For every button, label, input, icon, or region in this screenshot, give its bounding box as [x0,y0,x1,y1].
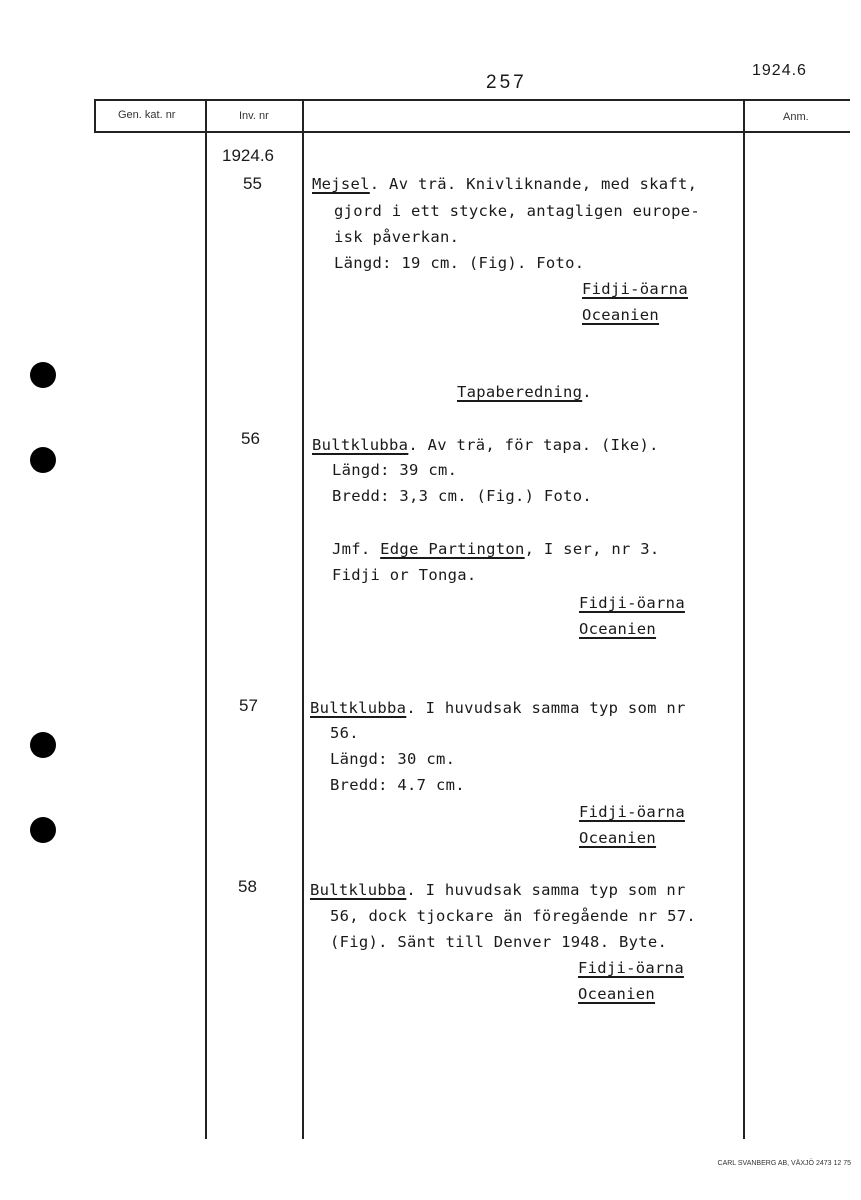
description-line: Längd: 19 cm. (Fig). Foto. [334,254,585,272]
object-name: Bultklubba [310,699,407,717]
place-region: Oceanien [579,829,657,847]
description-line: isk påverkan. [334,228,460,246]
description-line: Bredd: 4.7 cm. [330,776,465,794]
column-header-anm: Anm. [783,111,809,123]
reference-prefix: Jmf. [332,540,371,558]
inv-year: 1924.6 [222,146,274,165]
object-name: Bultklubba [310,881,407,899]
entry-first-line [310,881,686,899]
inv-number: 57 [239,696,258,715]
reference-line [332,540,660,558]
footer-print-info: CARL SVANBERG AB, VÄXJÖ 2473 12 75 [717,1160,851,1167]
column-divider-gen [205,99,207,1139]
entry-first-line [312,175,697,193]
reference-line: Fidji or Tonga. [332,566,477,584]
column-header-inv: Inv. nr [239,110,269,122]
description-line: . I huvudsak samma typ som nr [406,699,686,717]
place-region: Oceanien [578,985,656,1003]
reference-author: Edge Partington [380,540,525,558]
object-name: Mejsel [312,175,370,193]
inv-number: 55 [243,174,262,193]
section-heading [457,383,592,401]
place-country: Fidji-öarna [579,803,685,821]
description-line: gjord i ett stycke, antagligen europe- [334,202,701,220]
object-name: Bultklubba [312,436,409,454]
place-country: Fidji-öarna [578,959,684,977]
section-heading-text: Tapaberedning [457,383,583,401]
page-number: 257 [486,72,527,93]
description-line: . I huvudsak samma typ som nr [406,881,686,899]
entry-first-line [310,699,686,717]
reference-suffix: , I ser, nr 3. [524,540,660,558]
punch-hole [30,362,56,388]
inv-number: 56 [241,429,260,448]
description-line: . Av trä. Knivliknande, med skaft, [369,175,698,193]
entry-first-line [312,436,659,454]
punch-hole [30,732,56,758]
description-line: 56. [330,724,359,742]
place-region: Oceanien [582,306,660,324]
column-divider-anm [743,99,745,1139]
left-border [94,99,96,132]
column-divider-inv [302,99,304,1139]
description-line: Bredd: 3,3 cm. (Fig.) Foto. [332,487,593,505]
punch-hole [30,817,56,843]
column-header-gen: Gen. kat. nr [118,109,176,121]
place-region: Oceanien [579,620,657,638]
section-heading-dot: . [582,383,592,401]
description-line: (Fig). Sänt till Denver 1948. Byte. [330,933,668,951]
description-line: 56, dock tjockare än föregående nr 57. [330,907,697,925]
description-line: . Av trä, för tapa. (Ike). [408,436,659,454]
place-country: Fidji-öarna [579,594,685,612]
inv-number: 58 [238,877,257,896]
punch-hole [30,447,56,473]
place-country: Fidji-öarna [582,280,688,298]
header-bottom-rule [94,131,850,133]
description-line: Längd: 30 cm. [330,750,456,768]
corner-date: 1924.6 [752,62,807,79]
description-line: Längd: 39 cm. [332,461,458,479]
header-top-rule [94,99,850,101]
